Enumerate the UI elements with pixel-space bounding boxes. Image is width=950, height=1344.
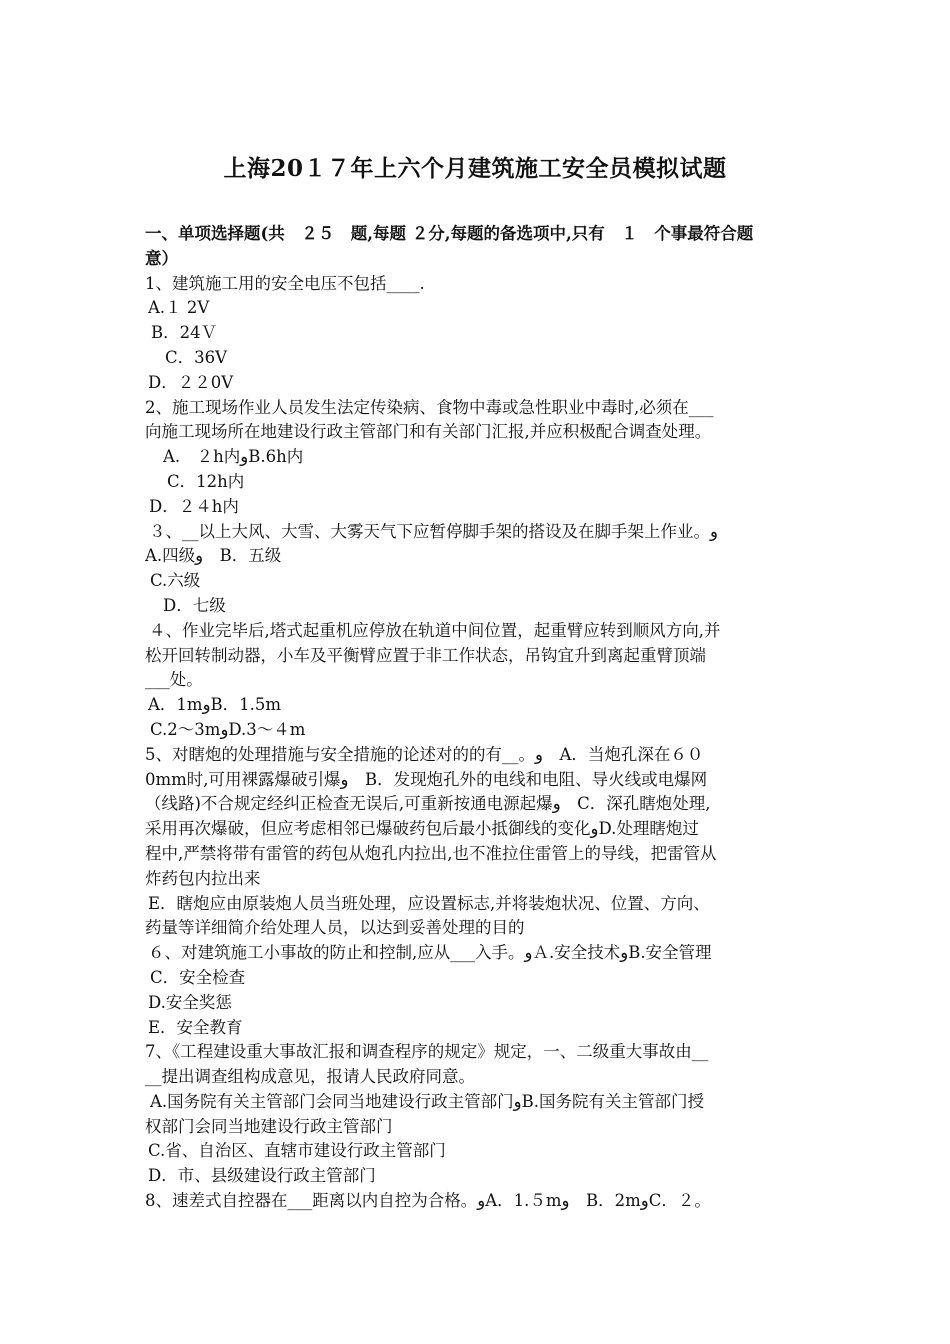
text-line: ６、对建筑施工小事故的防止和控制,应从___入手。وＡ.安全技术وB.安全管理 [148,943,712,963]
text-line: 权部门会同当地建设行政主管部门 [145,1116,393,1136]
text-line: C．12h内 [167,471,245,491]
text-line: 程中,严禁将带有雷管的药包从炮孔内拉出,也不准拉住雷管上的导线，把雷管从 [145,843,717,863]
text-line: D．２４h内 [149,496,239,516]
text-line: A.四级و B．五级 [145,546,282,566]
text-line: C．安全检查 [150,967,246,987]
text-line: B．24Ｖ [151,323,218,343]
text-line: 松开回转制动器，小车及平衡臂应置于非工作状态，吊钩宜升到离起重臂顶端 [145,645,706,665]
document-body [145,222,813,1214]
text-line: （线路)不合规定经纠正检查无误后,可重新按通电源起爆و C．深孔瞎炮处理, [145,794,711,814]
text-line: 药量等详细简介给处理人员，以达到妥善处理的目的 [145,918,525,938]
text-line: A．1mوB．1.5m [148,695,282,715]
text-line: 0mm时,可用裸露爆破引爆و B．发现炮孔外的电线和电阻、导火线或电爆网 [145,769,708,789]
text-line: E．瞎炮应由原装炮人员当班处理，应设置标志,并将装炮状况、位置、方向、 [148,893,710,913]
text-line: 1、建筑施工用的安全电压不包括____. [145,273,425,293]
text-line: 5、对瞎炮的处理措施与安全措施的论述对的的有__。و A．当炮孔深在６０ [145,744,704,764]
text-line: 8、速差式自控器在___距离以内自控为合格。وA．1.５mو B．2mوC．２。 [145,1191,711,1211]
text-line: C.省、自治区、直辖市建设行政主管部门 [148,1141,446,1161]
text-line: A. ２h内وB.6h内 [163,447,304,467]
text-line: ４、作业完毕后,塔式起重机应停放在轨道中间位置，起重臂应转到顺风方向,并 [149,620,721,640]
text-line: D．２２0V [148,372,234,392]
text-line: ___处。 [145,670,203,690]
text-line: ３、__以上大风、大雪、大雾天气下应暂停脚手架的搭设及在脚手架上作业。و [149,521,718,541]
text-line: 向施工现场所在地建设行政主管部门和有关部门汇报,并应积极配合调查处理。 [145,422,712,442]
text-line: C.六级 [150,571,201,591]
section-heading-line: 一、单项选择题(共 ２５ 题,每题 ２分,每题的备选项中,只有 １ 个事最符合题 [145,224,754,243]
text-line: D.安全奖惩 [148,992,232,1012]
text-line: 炸药包内拉出来 [145,868,261,888]
text-line: 采用再次爆破，但应考虑相邻已爆破药包后最小抵御线的变化وD.处理瞎炮过 [145,819,699,839]
text-line: E．安全教育 [148,1017,243,1037]
text-line: C.2～3mوD.3～４m [150,719,306,739]
text-line: D．市、县级建设行政主管部门 [148,1166,376,1186]
text-line: A.１ 2V [148,298,210,318]
document-title: 上海20１７年上六个月建筑施工安全员模拟试题 [223,155,727,182]
text-line: __提出调查组构成意见，报请人民政府同意。 [145,1067,475,1087]
section-heading-line: 意） [145,248,178,268]
text-line: A.国务院有关主管部门会同当地建设行政主管部门وB.国务院有关主管部门授 [150,1091,705,1111]
text-line: 2、施工现场作业人员发生法定传染病、食物中毒或急性职业中毒时,必须在___ [145,397,714,417]
text-line: D．七级 [163,595,226,615]
text-line: 7、《工程建设重大事故汇报和调查程序的规定》规定，一、二级重大事故由__ [145,1042,709,1062]
text-line: C．36V [165,347,228,367]
